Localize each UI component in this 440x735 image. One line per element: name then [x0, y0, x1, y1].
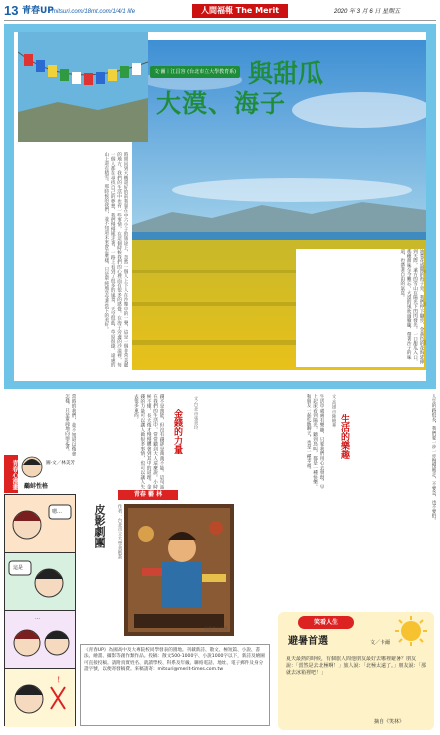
comic-panel-2: [5, 553, 75, 611]
comic-panel-2-bubble: 這是: [13, 565, 24, 571]
art-section-label: 青春 藝 林: [118, 490, 178, 500]
art-title: 皮影劇團: [93, 504, 106, 548]
sun-character-icon: [392, 616, 430, 646]
left-article-text: 當時的我們，並不知道以後會怎樣，只是單純地向前走著。: [64, 394, 76, 456]
comic-panel-3: [5, 611, 75, 669]
money-article-title: 金錢的力量: [172, 408, 182, 454]
hero-title-line2: 與甜瓜: [248, 59, 324, 88]
right-column-text: 人生的路很長，我們要一步一步慢慢地走，不要急，也不要怕。: [431, 394, 436, 523]
money-article: [80, 394, 200, 489]
comic-title: 鷸蚌性格: [24, 483, 49, 490]
comic-panel-1-bubble: 嗯…: [52, 509, 63, 515]
hero-body-text: 時間回到大概還好的前我靠在中六小子的旅途上，忽然一個人上下人在沙塵中的一聲，這是一個非常美麗的地方，我們的生活中也有一些事情，在這個時候我們的心裡面有很多的感覺。在海子旁邊的沙漠裡，每一個人都在尋找自己的夢想，我們慢慢地走著，一路上看到了很多的風景，天空很藍，草原很綠，遠處的山上還有積雪。那時候的我們，並不知道未來會怎麼樣，只是單純地享受著當下的美好。: [103, 152, 128, 367]
page-number: 13: [4, 3, 19, 18]
art-credit: 台北市立大學: [204, 626, 228, 631]
comic-header: [4, 455, 76, 493]
hero-article: [4, 24, 436, 389]
comic-strip: [4, 494, 76, 726]
life-article-text: 生活中處處有樂趣，只要我們用心去發現。早上起床看到陽光，聽到鳥叫，都是一種快樂。和朋友一起吃飯聊天，也是一種幸福。: [306, 394, 324, 489]
comic-panel-4-bubble: ！: [57, 676, 64, 684]
page-header: [4, 3, 436, 21]
section-name: 青春UP: [22, 6, 54, 16]
comic-panel-3-bubble: …: [35, 615, 40, 621]
comic-panel-1-art: [5, 495, 75, 553]
comic-author: 圖‧文／林美芳: [46, 461, 76, 466]
prayer-flags-image: [18, 32, 148, 142]
comic-panel-4-art: [5, 669, 75, 727]
joke-text: 夏天最熱的時候，有個旅人問他朋友最好去哪裡避暑？朋友說：「當然是去北極啊！」旅人說：「北極太遠了。」朋友說：「那就去冰箱裡吧！」: [286, 656, 426, 676]
life-article-author: 文‧高雄市陳曉華: [331, 394, 336, 428]
art-caption: 作者：台北市立大學美術系: [117, 504, 122, 560]
life-article: [232, 394, 352, 489]
money-article-author: 文‧台北市張美玲: [193, 396, 198, 430]
issue-date: 2020 年 3 月 6 日 星期五: [334, 9, 401, 15]
submission-info: 《青春UP》為國高中及大專院校同學發表的園地。刊載新詩、散文、極短篇、小說、書法、繪畫、攝影等創作類作品。投稿：散文500-1000字、小說1000字以下，新詩及繪圖可直接投稿。請附真實姓名、就讀學校、科系及年級、聯絡電話、地址、電子郵件及身分證字號，以便寄發稿費。來稿請寄：mitsuri@merit-times.com.tw: [80, 644, 270, 726]
money-article-text: 錢不是萬能，但沒有錢卻是萬萬不能。這句話在我們的生活中，常常聽到大人這麼說。小時候不懂，長大後才慢慢體會到其中的道理。金錢的力量可以讓人做很多事情，也可以讓人失去很多東西。: [133, 394, 164, 489]
comic-panel-2-art: [5, 553, 75, 611]
hero-side-text: 油菜花盛開的海子旁，我們停下腳步，金黃色的花海延伸到天際，遠方的雪山在陽光下閃閃發光。一口甜瓜入口，那種甜味至今難忘。大漠的風吹過臉龐，帶著沙子的味道，也帶著自由的氣息。: [296, 249, 424, 367]
hero-title-line1: 大漠、海子: [156, 89, 287, 118]
comic-panel-1: [5, 495, 75, 553]
art-section: [84, 490, 234, 638]
section-url: mitsuri.com/18mt.com/1/4/1 life: [52, 9, 136, 15]
comic-author-avatar: [20, 455, 44, 479]
joke-section-label: 笑看人生: [298, 616, 354, 629]
joke-source: 摘自《笑林》: [374, 719, 405, 725]
shadow-puppet-painting: [124, 504, 234, 636]
comic-section-label: 青春心漫畫: [4, 455, 18, 493]
joke-title: 避暑首選: [288, 636, 328, 647]
paper-logo: 人間福報 The Merit: [192, 4, 288, 18]
hero-byline: 文‧圖｜江昌容 (台北市立大學教育系): [150, 66, 240, 78]
comic-panel-4: [5, 669, 75, 727]
life-article-title: 生活的樂趣: [339, 413, 349, 459]
joke-box: [278, 612, 434, 730]
joke-author: 文／卡爾: [370, 640, 391, 646]
comic-panel-3-art: [5, 611, 75, 669]
